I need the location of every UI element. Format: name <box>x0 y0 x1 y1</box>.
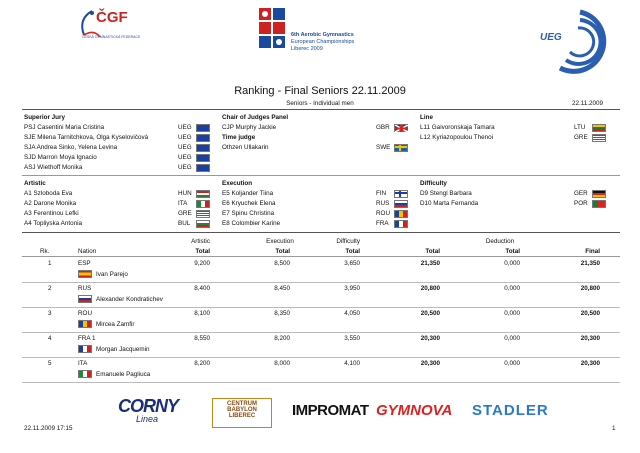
sj-row-2-nat: UEG <box>178 134 192 141</box>
row-total: 20,500 <box>420 310 440 317</box>
row-nation: ESP <box>78 260 91 267</box>
rus-flag-icon <box>78 295 92 303</box>
row-artistic: 8,400 <box>194 285 210 292</box>
sj-row-1-nat: UEG <box>178 124 192 131</box>
col-head-rk: Rk. <box>40 248 50 255</box>
col-head-difficulty: Difficulty <box>336 238 360 245</box>
row-athlete: Ivan Parejo <box>96 271 128 278</box>
sponsor-impromat: IMPROMAT <box>292 402 369 419</box>
row-total: 21,350 <box>420 260 440 267</box>
fin-flag-icon <box>394 190 408 198</box>
col-head-nation: Nation <box>78 248 97 255</box>
col-head-ded-total: Total <box>505 248 520 255</box>
row-execution: 8,350 <box>274 310 290 317</box>
rou-flag-icon <box>78 320 92 328</box>
row-difficulty: 4,100 <box>344 360 360 367</box>
row-deduction: 0,000 <box>504 310 520 317</box>
execution-row-4: E8 Colombier Karine <box>222 220 281 227</box>
sj-row-3: SJA Andrea Sinko, Yelena Levina <box>24 144 118 151</box>
time-judge-heading: Time judge <box>222 134 256 141</box>
col-head-final: Final <box>585 248 600 255</box>
gre-flag-icon <box>196 210 210 218</box>
row-nation: ROU <box>78 310 92 317</box>
row-rank: 5 <box>48 360 52 367</box>
ueg-flag-icon <box>196 164 210 172</box>
row-final: 20,500 <box>580 310 600 317</box>
row-athlete: Emanuele Pagliuca <box>96 371 151 378</box>
rou-flag-icon <box>394 210 408 218</box>
sponsor-stadler: STADLER <box>472 402 549 419</box>
row-artistic: 9,200 <box>194 260 210 267</box>
row-divider <box>22 332 620 333</box>
row-final: 21,350 <box>580 260 600 267</box>
row-deduction: 0,000 <box>504 260 520 267</box>
sj-row-5-nat: UEG <box>178 164 192 171</box>
execution-row-2-nat: RUS <box>376 200 390 207</box>
artistic-row-2: A2 Darone Monika <box>24 200 77 207</box>
sponsor-centrum-1: CENTRUM <box>227 401 257 407</box>
row-rank: 3 <box>48 310 52 317</box>
row-final: 20,300 <box>580 360 600 367</box>
event-logo <box>255 6 375 66</box>
ger-flag-icon <box>592 190 606 198</box>
artistic-row-3-nat: GRE <box>178 210 192 217</box>
sponsor-corny <box>118 396 179 424</box>
event-line-2: European Championships <box>291 39 355 45</box>
row-nation: FRA 1 <box>78 335 96 342</box>
row-rank: 2 <box>48 285 52 292</box>
esp-flag-icon <box>78 270 92 278</box>
divider-judges <box>22 175 620 176</box>
sponsor-centrum-3: LIBEREC <box>228 413 256 419</box>
difficulty-heading: Difficulty <box>420 180 447 187</box>
event-line-3: Liberec 2009 <box>291 46 323 52</box>
ita-flag-icon <box>196 200 210 208</box>
col-head-deduction: Deduction <box>485 238 515 245</box>
row-total: 20,300 <box>420 335 440 342</box>
col-head-e-total: Total <box>275 248 290 255</box>
sponsor-centrum <box>212 398 272 428</box>
row-execution: 8,200 <box>274 335 290 342</box>
sj-row-4-nat: UEG <box>178 154 192 161</box>
hun-flag-icon <box>196 190 210 198</box>
superior-jury-heading: Superior Jury <box>24 114 65 121</box>
chair-name: CJP Murphy Jackie <box>222 124 277 131</box>
col-head-execution: Execution <box>266 238 294 245</box>
col-head-a-total: Total <box>195 248 210 255</box>
ltu-flag-icon <box>592 124 606 132</box>
difficulty-row-2-nat: POR <box>574 200 588 207</box>
row-divider <box>22 282 620 283</box>
sj-row-4: SJD Marron Moya Ignacio <box>24 154 97 161</box>
ueg-flag-icon <box>196 144 210 152</box>
page-title: Ranking - Final Seniors 22.11.2009 <box>234 85 406 97</box>
fra-flag-icon <box>78 345 92 353</box>
time-judge-name: Othzen Ullakarin <box>222 144 269 151</box>
artistic-row-2-nat: ITA <box>178 200 188 207</box>
line-row-2: L12 Kyriazopoulou Thenoi <box>420 134 494 141</box>
sj-row-3-nat: UEG <box>178 144 192 151</box>
col-head-total: Total <box>425 248 440 255</box>
row-artistic: 8,550 <box>194 335 210 342</box>
artistic-row-1: A1 Szloboda Eva <box>24 190 73 197</box>
cgf-title: ČGF <box>96 9 128 26</box>
sj-row-2: SJE Milena Tarnitchkova, Olga Kyselovičová <box>24 134 149 141</box>
row-rank: 4 <box>48 335 52 342</box>
execution-heading: Execution <box>222 180 253 187</box>
swe-flag-icon <box>394 144 408 152</box>
cgf-logo <box>70 5 140 45</box>
row-athlete: Morgan Jacquemin <box>96 346 150 353</box>
row-divider <box>22 357 620 358</box>
row-deduction: 0,000 <box>504 335 520 342</box>
ueg-flag-icon <box>196 134 210 142</box>
gbr-flag-icon <box>394 124 408 132</box>
ueg-flag-icon <box>196 124 210 132</box>
cgf-subtitle: ČESKÁ GYMNASTICKÁ FEDERACE <box>82 35 141 39</box>
difficulty-row-2: D10 Marta Fernanda <box>420 200 479 207</box>
row-execution: 8,000 <box>274 360 290 367</box>
footer-timestamp: 22.11.2009 17:15 <box>24 425 73 432</box>
category-subtitle: Seniors - Individual men <box>286 100 354 107</box>
row-nation: ITA <box>78 360 88 367</box>
header-date: 22.11.2009 <box>572 100 604 107</box>
execution-row-1-nat: FIN <box>376 190 387 197</box>
sj-row-1: PSJ Casentini Maria Cristina <box>24 124 105 131</box>
ueg-logo <box>520 4 620 74</box>
row-divider <box>22 307 620 308</box>
ita-flag-icon <box>78 370 92 378</box>
sponsor-gymnova: GYMNOVA <box>376 402 453 419</box>
execution-row-2: E6 Kryuchek Elena <box>222 200 276 207</box>
row-artistic: 8,100 <box>194 310 210 317</box>
row-rank: 1 <box>48 260 52 267</box>
row-total: 20,800 <box>420 285 440 292</box>
artistic-row-4-nat: BUL <box>178 220 191 227</box>
artistic-row-3: A3 Ferentinou Lefki <box>24 210 79 217</box>
execution-row-3: E7 Spinu Christina <box>222 210 275 217</box>
row-artistic: 8,200 <box>194 360 210 367</box>
row-total: 20,300 <box>420 360 440 367</box>
line-row-1-nat: LTU <box>574 124 586 131</box>
event-line-1: 6th Aerobic Gymnastics <box>291 32 354 38</box>
execution-row-4-nat: FRA <box>376 220 389 227</box>
event-emblem-icon <box>255 6 295 56</box>
ueg-text: UEG <box>540 32 562 43</box>
execution-row-1: E5 Koljander Tiina <box>222 190 274 197</box>
row-divider <box>22 382 620 383</box>
table-header-divider <box>22 256 620 257</box>
por-flag-icon <box>592 200 606 208</box>
col-head-d-total: Total <box>345 248 360 255</box>
sponsor-corny-text: CORNY <box>118 396 179 416</box>
rus-flag-icon <box>394 200 408 208</box>
row-athlete: Mircea Zamfir <box>96 321 135 328</box>
fra-flag-icon <box>394 220 408 228</box>
chair-nat: GBR <box>376 124 390 131</box>
row-difficulty: 3,550 <box>344 335 360 342</box>
row-difficulty: 3,650 <box>344 260 360 267</box>
ueg-flag-icon <box>196 154 210 162</box>
gre-flag-icon <box>592 134 606 142</box>
sj-row-5: ASJ Wiethoff Monika <box>24 164 83 171</box>
col-head-artistic: Artistic <box>191 238 210 245</box>
row-execution: 8,500 <box>274 260 290 267</box>
row-final: 20,800 <box>580 285 600 292</box>
difficulty-row-1-nat: GER <box>574 190 588 197</box>
row-deduction: 0,000 <box>504 360 520 367</box>
execution-row-3-nat: ROU <box>376 210 390 217</box>
row-final: 20,300 <box>580 335 600 342</box>
row-nation: RUS <box>78 285 92 292</box>
row-difficulty: 4,050 <box>344 310 360 317</box>
bul-flag-icon <box>196 220 210 228</box>
row-athlete: Alexander Kondratichev <box>96 296 163 303</box>
divider-top <box>22 109 620 110</box>
sponsor-corny-sub: Linea <box>136 414 159 424</box>
row-deduction: 0,000 <box>504 285 520 292</box>
line-heading: Line <box>420 114 433 121</box>
artistic-row-1-nat: HUN <box>178 190 192 197</box>
ueg-arcs-icon <box>520 4 620 74</box>
row-execution: 8,450 <box>274 285 290 292</box>
line-row-1: L11 Gaivoronskaja Tamara <box>420 124 495 131</box>
footer-page-number: 1 <box>612 425 616 432</box>
chair-heading: Chair of Judges Panel <box>222 114 289 121</box>
time-judge-nat: SWE <box>376 144 391 151</box>
line-row-2-nat: GRE <box>574 134 588 141</box>
artistic-heading: Artistic <box>24 180 46 187</box>
difficulty-row-1: D9 Stengl Barbara <box>420 190 472 197</box>
sponsor-centrum-2: BABYLON <box>227 407 257 413</box>
artistic-row-4: A4 Topliyska Antonia <box>24 220 82 227</box>
divider-table <box>22 232 620 233</box>
row-difficulty: 3,950 <box>344 285 360 292</box>
